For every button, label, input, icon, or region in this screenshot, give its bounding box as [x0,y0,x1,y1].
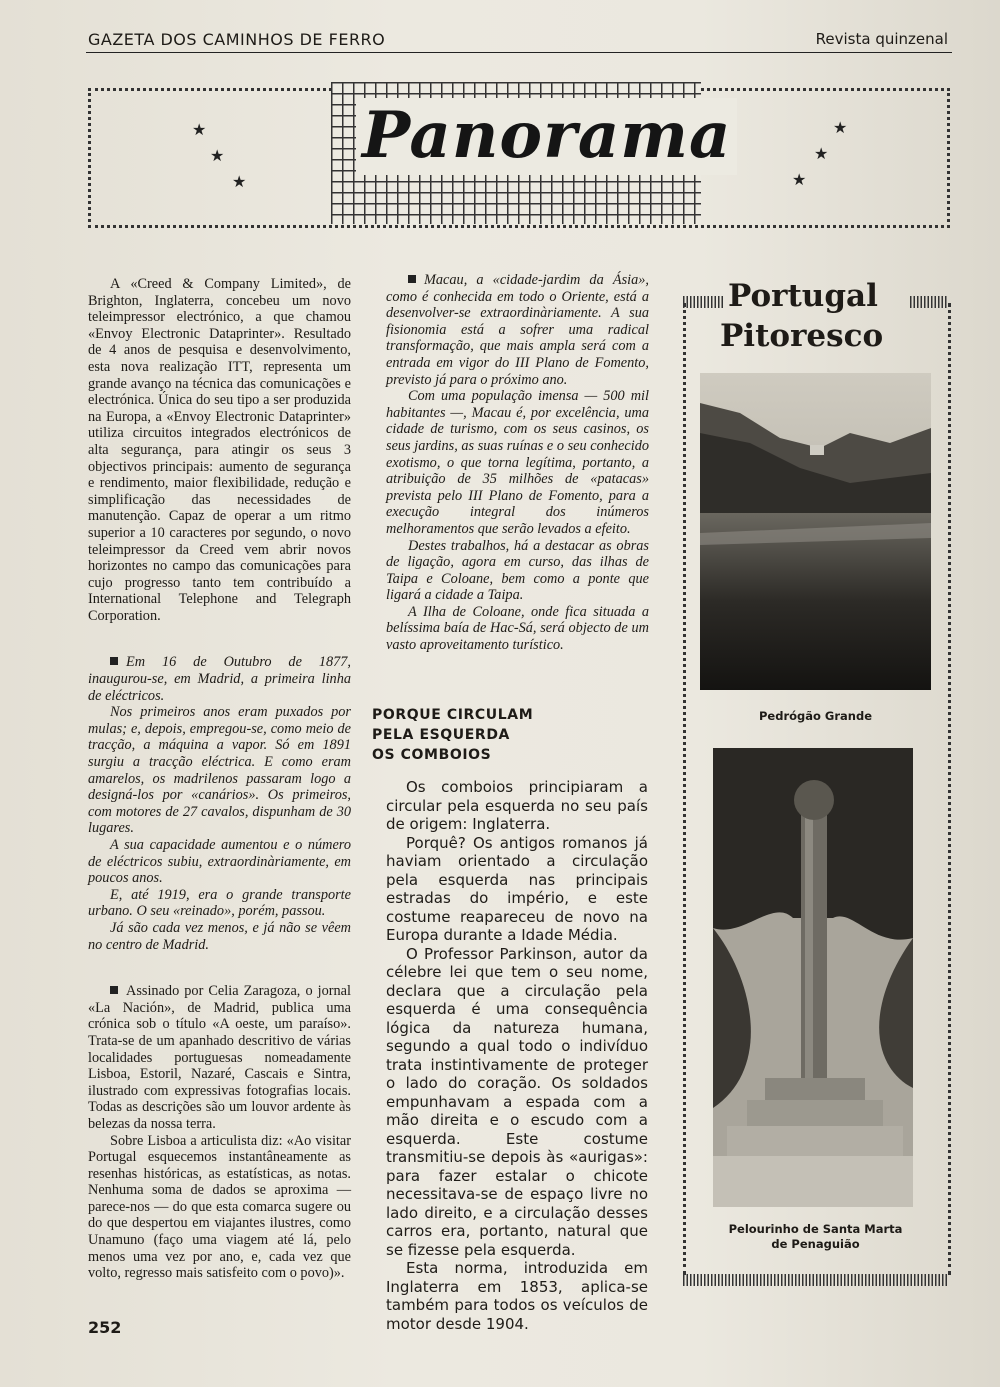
spacer [88,624,351,654]
caption-pelourinho [700,1222,931,1252]
banner-title: Panorama [356,98,737,175]
article-macau-p4: A Ilha de Coloane, onde fica situada a belíssima baía de Hac-Sá, será objecto de um vasto aproveitamento turístico. [386,603,649,654]
article-comboios-p4: Esta norma, introduzida em Inglaterra em 1853, aplica-se também para todos os veículos de motor desde 1904. [386,1259,648,1333]
article-creed: A «Creed & Company Limited», de Brighton, Inglaterra, concebeu um novo teleimpressor electrónico, a que chamou «Envoy Electronic Dataprinter». Resultado de 4 anos de pesquisa e desenvolvimento, esta nova realização ITT, representa um grande avanço na técnica das comunicações e electrónica. Única do seu tipo a ser produzida na Europa, a «Envoy Electronic Dataprinter» utiliza circuitos integrados electrónicos de alta segurança, para atingir os seus 3 objectivos principais: aumento de segurança e rendimento, maior flexibilidade, redução e simplificação das necessidades de manutenção. Capaz de operar a um ritmo superior a 10 caracteres por segundo, o novo teleimpressor da Creed vem abrir novos horizontes no campo das comunicações para cujo progresso tanto tem contribuído a International Telephone and Telegraph Corporation. [88,276,351,624]
article-nacion-intro [88,983,351,1132]
sidebar-title-line1: Portugal [728,278,878,314]
publication-name: GAZETA DOS CAMINHOS DE FERRO [88,30,386,49]
column-left [88,276,351,1282]
sidebar-title [720,276,883,356]
article-macau-p2: Com uma população imensa — 500 mil habitantes —, Macau é, por excelência, uma cidade de turismo, com os seus casinos, os seus jardins, as suas ruínas e o seu conhecido exotismo, o que torna legítima, portanto, a atribuição de 35 milhões de «patacas» prevista pelo III Plano de Fomento, para a execução integral dos inúmeros melhoramentos que serão levados a efeito. [386,388,649,537]
article-madrid-p4: E, até 1919, era o grande transporte urbano. O seu «reinado», porém, passou. [88,886,351,920]
caption-pedrogao: Pedrógão Grande [758,709,873,723]
caption-line: de Penaguião [771,1237,860,1251]
article-madrid-p3: A sua capacidade aumentou e o número de eléctricos subiu, extraordinàriamente, em poucos anos. [88,837,351,887]
star-icon: ★ [792,172,807,189]
article-madrid-p5: Já são cada vez menos, e já não se vêem no centro de Madrid. [88,919,351,953]
panorama-banner [88,88,946,224]
sidebar-title-line2: Pitoresco [720,318,884,354]
article-macau-intro [386,272,649,388]
heading-line: PELA ESQUERDA [372,727,510,743]
sidebar-rule-bottom [683,1274,949,1286]
star-icon: ★ [232,174,247,191]
article-madrid-intro [88,654,351,704]
bullet-square-icon [110,657,118,665]
spacer [88,953,351,983]
photo-pedrogao-grande [700,373,931,690]
header-rule [86,52,952,53]
bullet-square-icon [110,986,118,994]
caption-line: Pelourinho de Santa Marta [728,1222,903,1236]
heading-line: OS COMBOIOS [372,747,492,763]
publication-frequency: Revista quinzenal [815,30,948,48]
article-madrid-p2: Nos primeiros anos eram puxados por mulas; e, depois, empregou-se, como meio de tracção, a máquina a vapor. Só em 1891 surgiu a tracção eléctrica. E como eram amarelos, os madrilenos passaram logo a designá-los por «canários». Os primeiros, com motores de 27 cavalos, dispunham de 30 lugares. [88,704,351,837]
heading-line: PORQUE CIRCULAM [372,707,534,723]
article-comboios-p1: Os comboios principiaram a circular pela esquerda no seu país de origem: Inglaterra. [386,778,648,833]
column-middle-macau [386,272,649,654]
article-comboios-p2: Porquê? Os antigos romanos já haviam orientado a circulação pela esquerda nas principais estradas do império, e este costume reapareceu de novo na Europa durante a Idade Média. [386,833,648,944]
star-icon: ★ [833,120,848,137]
column-middle-comboios [386,778,648,1333]
article-heading-comboios [372,705,533,765]
star-icon: ★ [210,148,225,165]
article-madrid-lead: Em 16 de Outubro de 1877, inaugurou-se, em Madrid, a primeira linha de eléctricos. [88,654,351,704]
article-macau-p3: Destes trabalhos, há a destacar as obras de ligação, agora em curso, das ilhas de Taipa e Coloane, bem como a ponte que ligará a cidade a Taipa. [386,537,649,604]
article-macau-lead: Macau, a «cidade-jardim da Ásia», como é conhecida em todo o Oriente, está a desenvolver-se extraordinàriamente. A sua fisionomia está a sofrer uma radical transformação, que mais ampla será com a entrada em vigor do III Plano de Fomento, previsto já para o próximo ano. [386,272,649,388]
article-comboios-p3: O Professor Parkinson, autor da célebre lei que tem o seu nome, declara que a circulação pela esquerda é uma consequência lógica da natureza humana, segundo a qual todo o indivíduo trata instintivamente de proteger o lado do coração. Os soldados empunhavam a espada com a mão direita e o escudo com a esquerda. Este costume transmitiu-se depois às «aurigas»: para fazer estalar o chicote necessitava-se de espaço livre no lado direito, e a circulação desses carros era, portanto, natural que se fizesse pela esquerda. [386,944,648,1259]
star-icon: ★ [192,122,207,139]
star-icon: ★ [814,146,829,163]
photo-pelourinho [713,748,913,1207]
page-number: 252 [88,1318,122,1337]
bullet-square-icon [408,275,416,283]
article-nacion-lead: Assinado por Celia Zaragoza, o jornal «La Nación», de Madrid, publica uma crónica sob o título «A oeste, um paraíso». Trata-se de um apanhado descritivo de várias localidades portuguesas nomeadamente Lisboa, Estoril, Nazaré, Cascais e Sintra, ilustrado com expressivas fotografias locais. Todas as descrições são um louvor ardente às belezas da nossa terra. [88,983,351,1132]
article-nacion-quote: Sobre Lisboa a articulista diz: «Ao visitar Portugal esquecemos instantâneamente as resenhas históricas, as estatísticas, as notas. Nenhuma soma de dados se aproxima — parece-nos — do que esta comarca sugere ou do que despertou em viajantes ilustres, como Unamuno (faço uma viagem até lá, pelo menos uma vez por ano, e, cada vez que volto, regresso mais satisfeito com o povo)». [88,1132,351,1282]
